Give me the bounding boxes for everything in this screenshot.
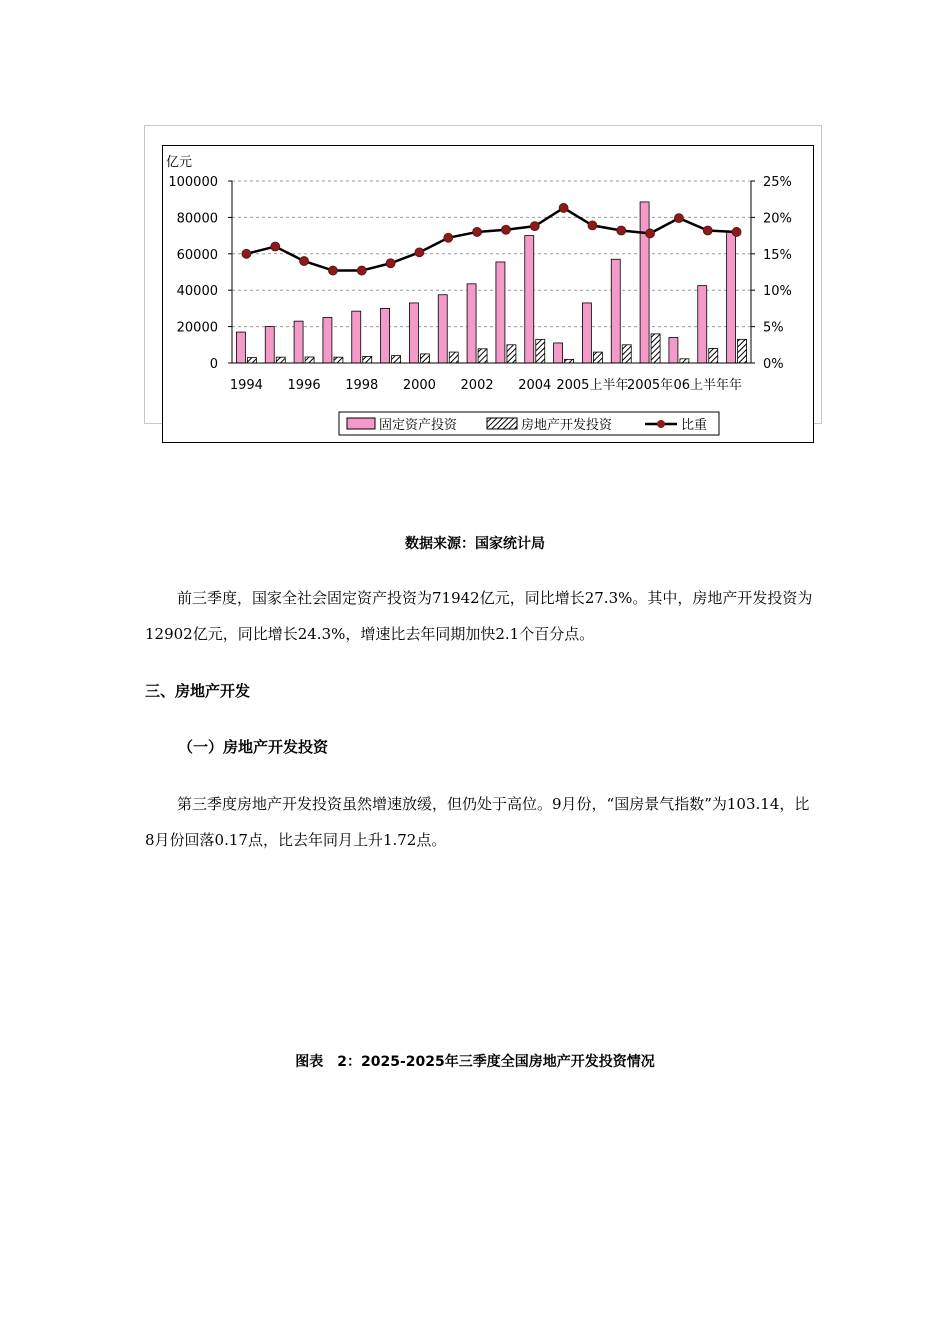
bar-real-estate-investment — [622, 345, 631, 363]
marker-ratio — [357, 266, 366, 275]
chart-legend — [339, 412, 719, 435]
marker-ratio — [732, 227, 741, 236]
bar-fixed-investment — [727, 232, 736, 363]
marker-ratio — [617, 226, 626, 235]
marker-ratio — [300, 257, 309, 266]
bar-fixed-investment — [611, 259, 620, 363]
marker-ratio — [674, 214, 683, 223]
legend-swatch-real-estate — [487, 418, 517, 429]
marker-ratio — [646, 229, 655, 238]
paragraph-q3-investment: 第三季度房地产开发投资虽然增速放缓，但仍处于高位。9月份，“国房景气指数”为103.14，比8月份回落0.17点，比去年同月上升1.72点。 — [145, 795, 810, 849]
bar-fixed-investment — [265, 327, 274, 363]
y-left-tick-label: 60000 — [176, 247, 218, 263]
y-right-tick-label: 10% — [763, 284, 792, 300]
bar-real-estate-investment — [363, 356, 372, 363]
bar-real-estate-investment — [738, 339, 747, 363]
bar-fixed-investment — [698, 286, 707, 363]
marker-ratio — [473, 227, 482, 236]
bar-fixed-investment — [381, 308, 390, 363]
bar-fixed-investment — [294, 321, 303, 363]
bar-fixed-investment — [236, 332, 245, 363]
legend-label-real-estate: 房地产开发投资 — [521, 418, 613, 433]
bar-real-estate-investment — [507, 345, 516, 363]
y-right-tick-label: 0% — [763, 357, 784, 372]
y-left-unit: 亿元 — [166, 155, 193, 170]
bar-fixed-investment — [669, 338, 678, 363]
x-tick-label: 2005上半年 — [556, 378, 629, 393]
y-left-tick-label: 40000 — [176, 284, 218, 300]
bar-real-estate-investment — [334, 357, 343, 363]
marker-ratio — [703, 226, 712, 235]
chart-source-caption: 数据来源：国家统计局 — [405, 536, 545, 552]
y-right-tick-label: 20% — [763, 211, 792, 227]
bar-fixed-investment — [409, 303, 418, 363]
bar-fixed-investment — [554, 343, 563, 363]
chart-svg — [163, 146, 813, 442]
bar-real-estate-investment — [709, 348, 718, 363]
bar-fixed-investment — [525, 236, 534, 363]
y-left-tick-label: 80000 — [176, 211, 218, 227]
bar-real-estate-investment — [680, 359, 689, 363]
bar-real-estate-investment — [593, 352, 602, 363]
y-right-tick-label: 15% — [763, 247, 792, 263]
paragraph-investment-summary: 前三季度，国家全社会固定资产投资为71942亿元，同比增长27.3%。其中，房地产开发投资为12902亿元，同比增长24.3%，增速比去年同期加快2.1个百分点。 — [145, 589, 813, 643]
bar-real-estate-investment — [247, 358, 256, 363]
subsection-heading-investment: （一）房地产开发投资 — [178, 738, 329, 756]
bar-fixed-investment — [438, 295, 447, 363]
bar-real-estate-investment — [536, 339, 545, 363]
bar-fixed-investment — [467, 284, 476, 363]
bar-real-estate-investment — [392, 356, 401, 363]
x-tick-label: 2000 — [402, 378, 436, 393]
marker-ratio — [530, 222, 539, 231]
x-tick-label: 2005年 — [627, 378, 674, 393]
marker-ratio — [444, 233, 453, 242]
x-tick-label: 06上半年年 — [673, 378, 743, 393]
bar-fixed-investment — [640, 202, 649, 363]
y-left-tick-label: 20000 — [176, 320, 218, 336]
legend-marker-ratio — [657, 420, 665, 428]
marker-ratio — [386, 259, 395, 268]
marker-ratio — [501, 225, 510, 234]
bar-real-estate-investment — [305, 357, 314, 363]
marker-ratio — [415, 248, 424, 257]
section-heading-real-estate: 三、房地产开发 — [145, 682, 251, 700]
x-tick-label: 1998 — [345, 378, 379, 393]
bar-real-estate-investment — [651, 334, 660, 363]
marker-ratio — [559, 203, 568, 212]
legend-swatch-fixed-investment — [347, 418, 375, 429]
bar-real-estate-investment — [276, 357, 285, 363]
bar-fixed-investment — [323, 318, 332, 364]
legend-label-fixed-investment: 固定资产投资 — [379, 418, 458, 433]
bar-real-estate-investment — [449, 352, 458, 363]
bar-fixed-investment — [496, 262, 505, 363]
y-right-tick-label: 5% — [763, 320, 784, 336]
x-tick-label: 1994 — [229, 378, 263, 393]
y-left-tick-label: 100000 — [168, 175, 218, 190]
y-right-tick-label: 25% — [763, 175, 792, 190]
figure-caption-2: 图表 2：2025-2025年三季度全国房地产开发投资情况 — [295, 1054, 655, 1070]
x-tick-label: 2002 — [460, 378, 494, 393]
y-left-tick-label: 0 — [209, 357, 218, 372]
x-tick-label: 2004 — [518, 378, 552, 393]
marker-ratio — [271, 242, 280, 251]
bar-fixed-investment — [582, 303, 591, 363]
bar-fixed-investment — [352, 311, 361, 363]
marker-ratio — [588, 221, 597, 230]
legend-label-ratio: 比重 — [681, 418, 708, 433]
bar-real-estate-investment — [420, 354, 429, 363]
bar-real-estate-investment — [565, 359, 574, 363]
bar-real-estate-investment — [478, 349, 487, 363]
marker-ratio — [242, 249, 251, 258]
x-tick-label: 1996 — [287, 378, 321, 393]
marker-ratio — [328, 266, 337, 275]
investment-chart — [162, 145, 814, 443]
